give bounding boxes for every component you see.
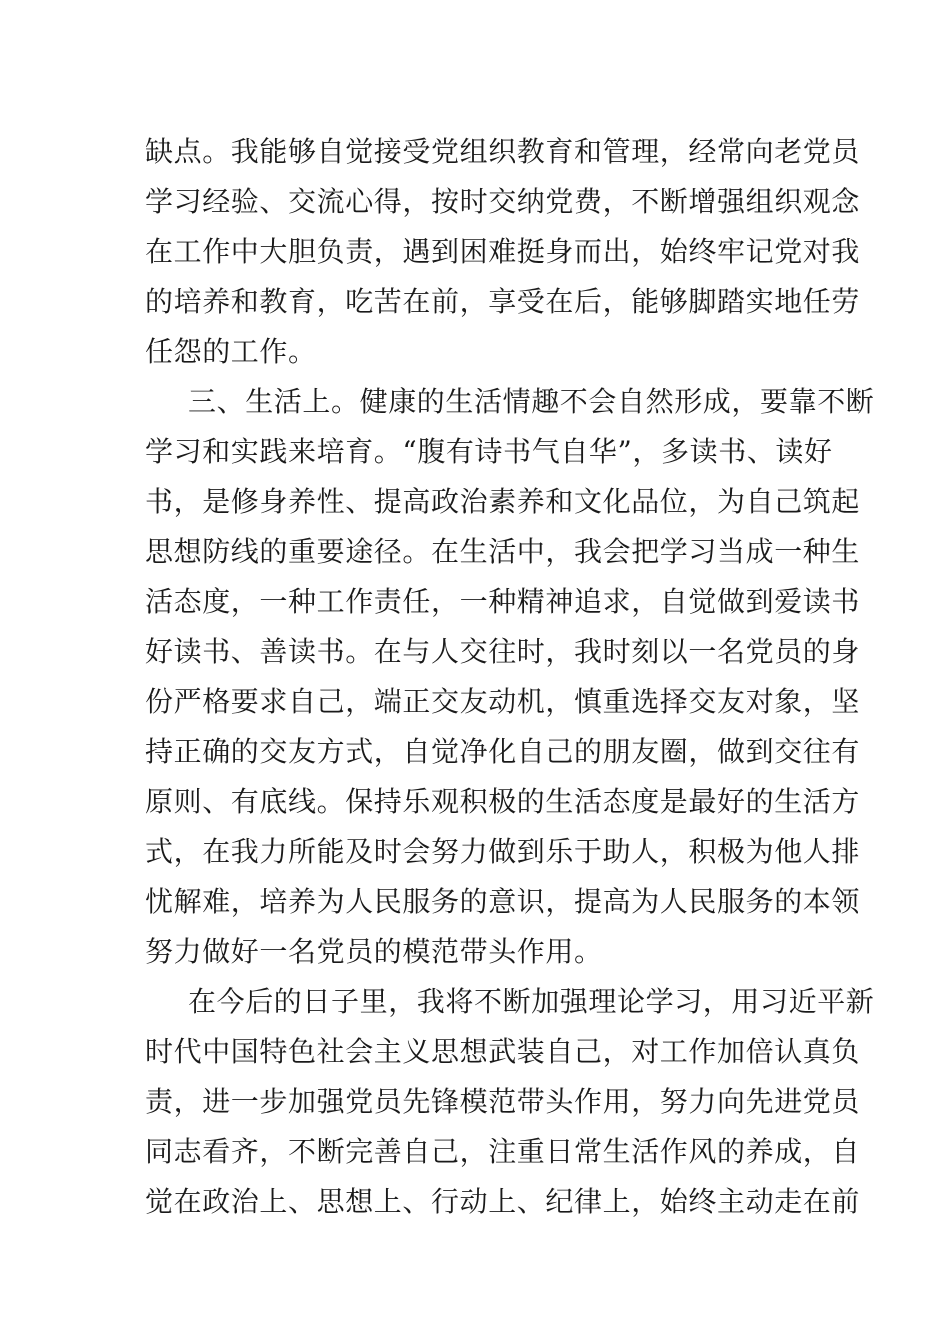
text-line: 思想防线的重要途径。在生活中，我会把学习当成一种生 [145,535,861,568]
text-line: 时代中国特色社会主义思想武装自己，对工作加倍认真负 [145,1035,861,1068]
paragraph-start-line: 在今后的日子里，我将不断加强理论学习，用习近平新 [188,985,875,1018]
text-line: 觉在政治上、思想上、行动上、纪律上，始终主动走在前 [145,1185,861,1218]
text-line: 持正确的交友方式，自觉净化自己的朋友圈，做到交往有 [145,735,861,768]
text-line: 学习经验、交流心得，按时交纳党费，不断增强组织观念 [145,185,861,218]
paragraph-heading-line: 三、生活上。健康的生活情趣不会自然形成，要靠不断 [188,385,875,418]
text-line: 书，是修身养性、提高政治素养和文化品位，为自己筑起 [145,485,861,518]
text-line: 在工作中大胆负责，遇到困难挺身而出，始终牢记党对我 [145,235,861,268]
text-line: 同志看齐，不断完善自己，注重日常生活作风的养成，自 [145,1135,861,1168]
text-line: 活态度，一种工作责任，一种精神追求，自觉做到爱读书 [145,585,861,618]
text-line: 任怨的工作。 [145,335,317,368]
text-line: 份严格要求自己，端正交友动机，慎重选择交友对象，坚 [145,685,861,718]
text-line: 式，在我力所能及时会努力做到乐于助人，积极为他人排 [145,835,861,868]
text-line: 忧解难，培养为人民服务的意识，提高为人民服务的本领 [145,885,861,918]
text-line: 学习和实践来培育。“腹有诗书气自华”，多读书、读好 [145,435,833,468]
text-line: 好读书、善读书。在与人交往时，我时刻以一名党员的身 [145,635,861,668]
text-line: 的培养和教育，吃苦在前，享受在后，能够脚踏实地任劳 [145,285,861,318]
text-line: 责，进一步加强党员先锋模范带头作用，努力向先进党员 [145,1085,861,1118]
text-line: 努力做好一名党员的模范带头作用。 [145,935,603,968]
text-line: 原则、有底线。保持乐观积极的生活态度是最好的生活方 [145,785,861,818]
text-line: 缺点。我能够自觉接受党组织教育和管理，经常向老党员 [145,135,861,168]
